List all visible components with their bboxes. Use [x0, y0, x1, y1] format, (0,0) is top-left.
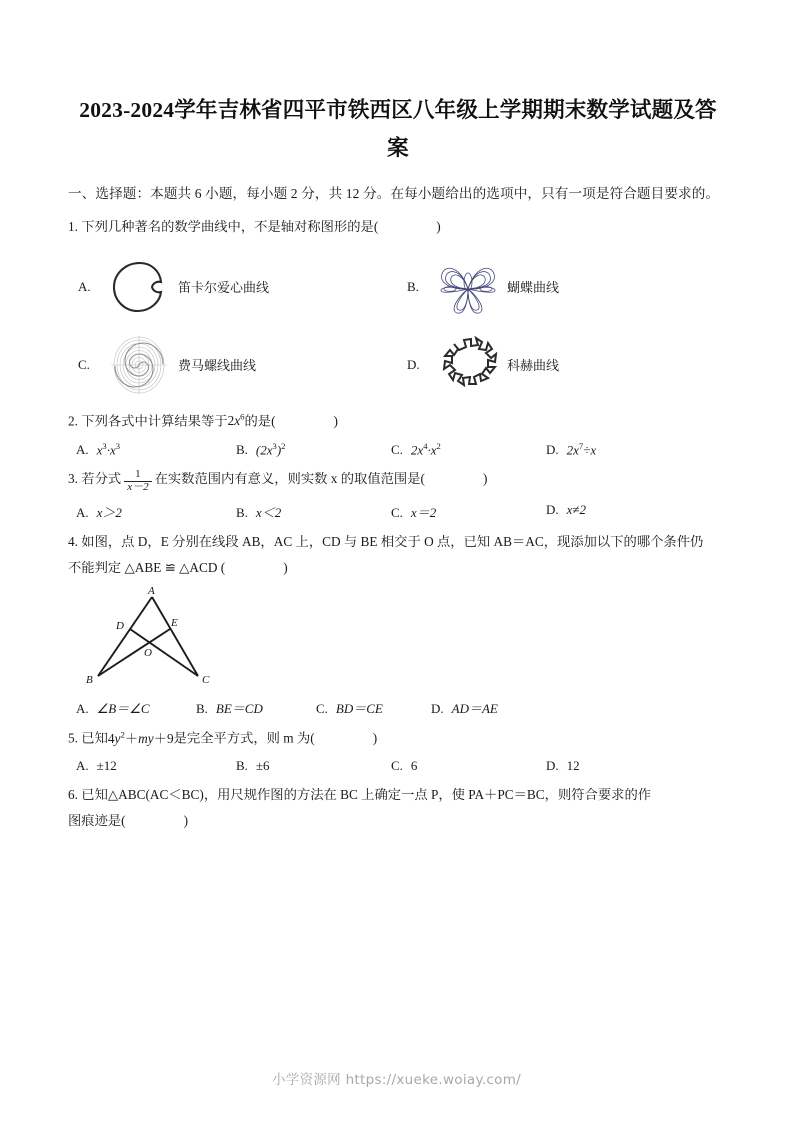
fraction-numerator: 1: [135, 467, 141, 480]
question-3-choice-a[interactable]: [76, 502, 236, 521]
choice-math: 12: [566, 758, 580, 774]
question-4-figure: [74, 584, 229, 689]
question-3-choice-c[interactable]: [391, 502, 546, 521]
question-6-stem-line2-text: 图痕迹是(: [68, 812, 126, 828]
choice-math: $2x^4\cdot x^2$: [410, 440, 441, 458]
fraction: [124, 469, 151, 493]
question-4-choice-b[interactable]: [196, 698, 316, 717]
figure-label-B: B: [86, 674, 93, 687]
choice-caption: 科赫曲线: [507, 358, 560, 374]
question-5-stem: [68, 727, 728, 749]
choice-math: x＜2: [255, 505, 282, 521]
choice-label: B.: [196, 701, 208, 717]
question-3-choice-d[interactable]: [546, 502, 586, 521]
question-2-choice-b[interactable]: [236, 441, 391, 458]
site-watermark: 小学资源网 https://xueke.woiay.com/: [271, 1072, 522, 1088]
question-1-choice-c[interactable]: [70, 335, 399, 395]
choice-label: C.: [78, 356, 90, 372]
question-3-choice-b[interactable]: [236, 502, 391, 521]
question-6-stem-line2: [68, 810, 728, 832]
question-1-paren-close: ): [436, 219, 441, 235]
choice-math: x＞2: [96, 505, 122, 521]
choice-label: B.: [407, 278, 419, 294]
choice-label: D.: [431, 701, 444, 717]
choice-label: A.: [76, 442, 89, 458]
choice-label: C.: [391, 442, 403, 458]
choice-label: C.: [316, 701, 328, 717]
figure-label-D: D: [116, 620, 124, 633]
question-5-stem-text: 5. 已知: [68, 730, 108, 746]
choice-label: D.: [546, 758, 559, 774]
choice-label: C.: [391, 505, 403, 521]
question-2-choice-c[interactable]: [391, 441, 546, 458]
choice-label: A.: [78, 278, 91, 294]
question-5-choice-b[interactable]: [236, 758, 391, 774]
choice-math: $2x^7\div x$: [566, 440, 597, 458]
koch-curve-icon: [433, 336, 503, 394]
question-2-stem-after: 的是(: [244, 413, 276, 429]
question-2-paren-close: ): [333, 413, 338, 429]
choice-math: ±12: [96, 758, 117, 774]
choice-label: B.: [236, 505, 248, 521]
choice-label: B.: [236, 758, 248, 774]
choice-caption: 笛卡尔爱心曲线: [178, 280, 270, 296]
figure-label-A: A: [148, 585, 155, 598]
choice-math: x≠2: [566, 502, 587, 518]
choice-label: D.: [407, 356, 420, 372]
choice-math: BD＝CE: [335, 701, 383, 717]
choice-label: C.: [391, 758, 403, 774]
question-1-choice-row-2: [70, 326, 728, 404]
question-5-choice-a[interactable]: [76, 758, 236, 774]
question-5-stem-math: $4y^2+my+9$: [107, 729, 174, 746]
question-2-stem-text: 2. 下列各式中计算结果等于: [68, 413, 228, 429]
butterfly-curve-icon: [433, 258, 503, 316]
choice-math: AD＝AE: [451, 701, 498, 717]
question-5-choice-d[interactable]: [546, 758, 580, 774]
question-4-stem-line2-text: 不能判定 △ABE ≌ △ACD (: [68, 559, 226, 575]
question-1-stem-text: 1. 下列几种著名的数学曲线中，不是轴对称图形的是(: [68, 219, 379, 235]
choice-caption: 费马螺线曲线: [178, 358, 257, 374]
question-4-stem-line2: [68, 557, 728, 579]
question-2-choice-d[interactable]: [546, 441, 596, 458]
choice-math: ∠B＝∠C: [96, 701, 150, 717]
question-2-stem-math: $2x^6$: [227, 411, 245, 429]
question-2-stem: [68, 410, 728, 432]
question-1-choice-b[interactable]: [399, 258, 728, 316]
document-content: [68, 92, 728, 837]
question-3-stem-text: 3. 若分式: [68, 471, 122, 487]
question-2-choice-a[interactable]: [76, 441, 236, 458]
question-3-paren-close: ): [482, 471, 488, 487]
question-4-choice-a[interactable]: [76, 698, 196, 717]
question-4-choice-c[interactable]: [316, 698, 431, 717]
question-5-choice-c[interactable]: [391, 758, 546, 774]
choice-caption: 蝴蝶曲线: [507, 280, 560, 296]
choice-math: x＝2: [410, 505, 437, 521]
choice-label: A.: [76, 758, 89, 774]
question-6-stem-line1: 6. 已知△ABC(AC＜BC)，用尺规作图的方法在 BC 上确定一点 P，使 PA＋PC＝BC，则符合要求的作: [68, 787, 652, 803]
fermat-spiral-curve-icon: [104, 335, 174, 395]
question-4-paren-close: ): [283, 559, 288, 575]
choice-math: 6: [410, 758, 418, 774]
question-4-choice-d[interactable]: [431, 698, 498, 717]
choice-math: $x^3\cdot x^3$: [96, 440, 121, 458]
section-intro: 一、选择题：本题共 6 小题，每小题 2 分，共 12 分。在每小题给出的选项中，只有一项是符合题目要求的。: [68, 186, 720, 202]
question-3-choices: [76, 502, 728, 521]
question-1-stem: [68, 216, 728, 238]
choice-math: BE＝CD: [215, 701, 263, 717]
question-6-paren-close: ): [183, 812, 189, 828]
figure-label-E: E: [171, 617, 178, 630]
page-title: 2023-2024学年吉林省四平市铁西区八年级上学期期末数学试题及答案: [79, 98, 717, 160]
choice-label: D.: [546, 442, 559, 458]
choice-label: B.: [236, 442, 248, 458]
choice-label: A.: [76, 505, 89, 521]
question-5-stem-after: 是完全平方式，则 m 为(: [173, 730, 315, 746]
question-1-choice-a[interactable]: [70, 259, 399, 315]
question-5-paren-close: ): [372, 730, 378, 746]
question-1-choice-d[interactable]: [399, 336, 728, 394]
choice-label: A.: [76, 701, 89, 717]
choice-math: $(2x^3)^2$: [255, 440, 286, 458]
choice-math: ±6: [255, 758, 270, 774]
question-1-choices: [70, 248, 728, 404]
fraction-denominator: x－2: [124, 481, 151, 494]
choice-label: D.: [546, 502, 559, 518]
descartes-heart-curve-icon: [104, 259, 174, 315]
question-3-stem-after: 在实数范围内有意义，则实数 x 的取值范围是(: [154, 471, 425, 487]
figure-label-C: C: [202, 674, 210, 687]
question-4-stem-line1: 4. 如图，点 D，E 分别在线段 AB，AC 上，CD 与 BE 相交于 O 点，已知 AB＝AC，现添加以下的哪个条件仍: [68, 534, 704, 550]
question-1-choice-row-1: [70, 248, 728, 326]
question-5-choices: [76, 758, 728, 774]
figure-label-O: O: [144, 647, 152, 660]
question-4-choices: [76, 698, 728, 717]
question-2-choices: [76, 441, 728, 458]
question-3-stem: [68, 468, 728, 493]
